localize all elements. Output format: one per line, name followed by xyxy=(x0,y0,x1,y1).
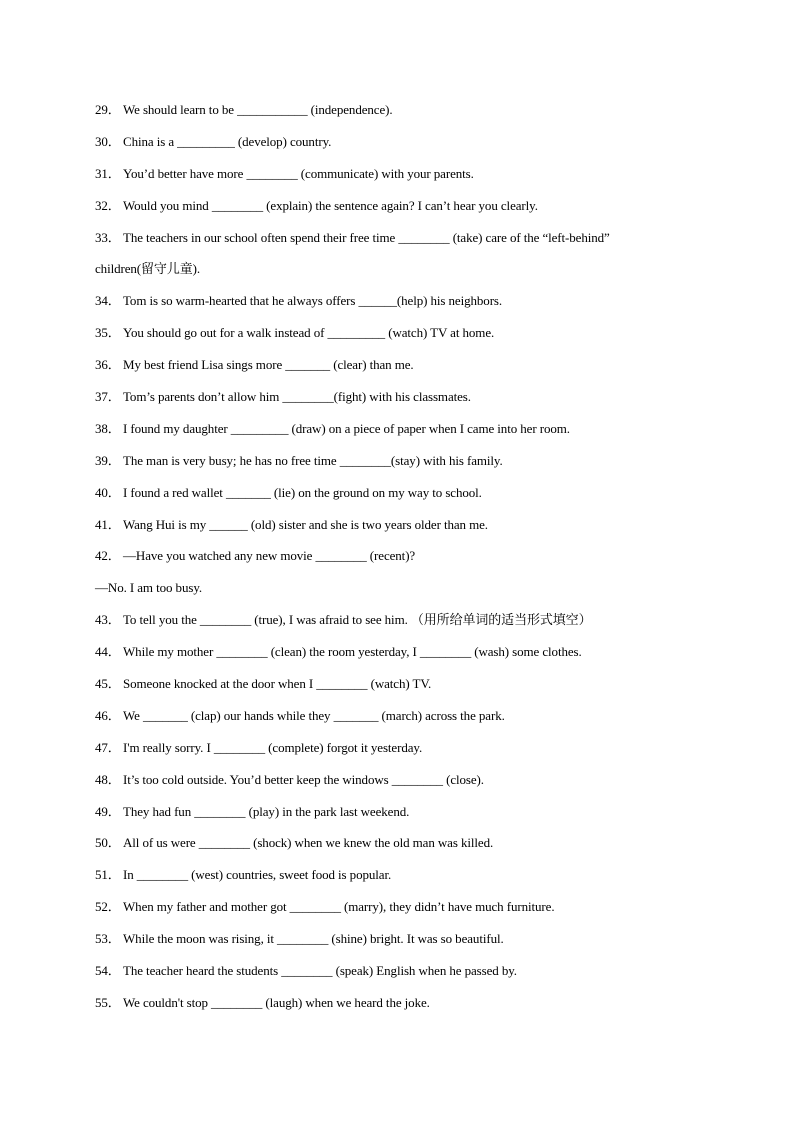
question-number: 51． xyxy=(95,867,121,883)
question-36 xyxy=(95,356,715,388)
question-text: While my mother ________ (clean) the room yesterday, I ________ (wash) some clothes. xyxy=(123,644,582,660)
question-number: 37． xyxy=(95,389,121,405)
question-text: The teacher heard the students ________ (speak) English when he passed by. xyxy=(123,963,517,979)
question-number: 55． xyxy=(95,994,121,1010)
question-text: The man is very busy; he has no free time ________(stay) with his family. xyxy=(123,452,503,468)
question-55 xyxy=(95,994,715,1026)
question-number: 35． xyxy=(95,325,121,341)
question-50 xyxy=(95,834,715,866)
question-29 xyxy=(95,101,715,133)
question-text: China is a _________ (develop) country. xyxy=(123,133,332,149)
question-text: We couldn't stop ________ (laugh) when we heard the joke. xyxy=(123,994,430,1010)
question-51 xyxy=(95,866,715,898)
question-35 xyxy=(95,324,715,356)
question-39 xyxy=(95,452,715,484)
question-52 xyxy=(95,898,715,930)
question-number: 31． xyxy=(95,165,121,181)
question-42-answer xyxy=(95,579,715,611)
question-number: 29． xyxy=(95,102,121,117)
question-text: Someone knocked at the door when I ________ (watch) TV. xyxy=(123,676,432,692)
question-text: All of us were ________ (shock) when we knew the old man was killed. xyxy=(123,835,494,851)
question-text: To tell you the ________ (true), I was afraid to see him. （用所给单词的适当形式填空） xyxy=(123,612,592,628)
question-text: I found a red wallet _______ (lie) on the ground on my way to school. xyxy=(123,484,482,500)
question-number: 41． xyxy=(95,516,121,532)
question-40 xyxy=(95,484,715,516)
question-number: 52． xyxy=(95,899,121,915)
question-41 xyxy=(95,516,715,548)
question-45 xyxy=(95,675,715,707)
question-number: 39． xyxy=(95,452,121,468)
question-text: My best friend Lisa sings more _______ (clear) than me. xyxy=(123,357,414,373)
question-number: 30． xyxy=(95,133,121,149)
question-30 xyxy=(95,133,715,165)
question-48 xyxy=(95,771,715,803)
question-49 xyxy=(95,803,715,835)
question-text: —Have you watched any new movie ________ (recent)? xyxy=(123,548,416,564)
question-text: When my father and mother got ________ (marry), they didn’t have much furniture. xyxy=(123,899,555,915)
question-number: 48． xyxy=(95,771,121,787)
question-number: 42． xyxy=(95,548,121,564)
question-number: 43． xyxy=(95,612,121,628)
question-number: 54． xyxy=(95,963,121,979)
question-38 xyxy=(95,420,715,452)
question-text: We _______ (clap) our hands while they _______ (march) across the park. xyxy=(123,707,505,723)
question-text: You should go out for a walk instead of _________ (watch) TV at home. xyxy=(123,325,495,341)
question-text: Tom’s parents don’t allow him ________(fight) with his classmates. xyxy=(123,389,471,405)
question-46 xyxy=(95,707,715,739)
question-43 xyxy=(95,611,715,643)
question-number: 46． xyxy=(95,707,121,723)
question-42 xyxy=(95,547,715,579)
question-text: —No. I am too busy. xyxy=(95,580,203,596)
question-53 xyxy=(95,930,715,962)
question-33-continued xyxy=(95,260,715,292)
question-number: 32． xyxy=(95,197,121,213)
question-number: 47． xyxy=(95,739,121,755)
question-text: They had fun ________ (play) in the park last weekend. xyxy=(123,803,410,819)
question-number: 40． xyxy=(95,484,121,500)
question-text: Tom is so warm-hearted that he always offers ______(help) his neighbors. xyxy=(123,293,503,309)
question-number: 45． xyxy=(95,676,121,692)
question-number: 38． xyxy=(95,420,121,436)
question-text: I'm really sorry. I ________ (complete) forgot it yesterday. xyxy=(123,739,423,755)
question-number: 50． xyxy=(95,835,121,851)
question-37 xyxy=(95,388,715,420)
question-text: It’s too cold outside. You’d better keep the windows ________ (close). xyxy=(123,771,484,787)
question-number: 33． xyxy=(95,229,121,245)
question-text: Would you mind ________ (explain) the sentence again? I can’t hear you clearly. xyxy=(123,197,538,213)
question-32 xyxy=(95,197,715,229)
question-47 xyxy=(95,739,715,771)
question-number: 34． xyxy=(95,293,121,309)
question-number: 49． xyxy=(95,803,121,819)
question-33 xyxy=(95,229,715,261)
question-text: The teachers in our school often spend their free time ________ (take) care of the “left-behind” xyxy=(123,229,610,245)
exercise-list xyxy=(95,101,715,1026)
question-number: 36． xyxy=(95,357,121,373)
question-text: I found my daughter _________ (draw) on a piece of paper when I came into her room. xyxy=(123,420,570,436)
question-text: children(留守儿童). xyxy=(95,261,201,277)
question-text: In ________ (west) countries, sweet food is popular. xyxy=(123,867,392,883)
question-text: Wang Hui is my ______ (old) sister and she is two years older than me. xyxy=(123,516,488,532)
question-31 xyxy=(95,165,715,197)
question-text: While the moon was rising, it ________ (shine) bright. It was so beautiful. xyxy=(123,931,504,947)
question-text: We should learn to be ___________ (independence). xyxy=(123,102,393,117)
question-34 xyxy=(95,292,715,324)
question-number: 53． xyxy=(95,931,121,947)
question-54 xyxy=(95,962,715,994)
question-text: You’d better have more ________ (communicate) with your parents. xyxy=(123,165,474,181)
question-44 xyxy=(95,643,715,675)
question-number: 44． xyxy=(95,644,121,660)
